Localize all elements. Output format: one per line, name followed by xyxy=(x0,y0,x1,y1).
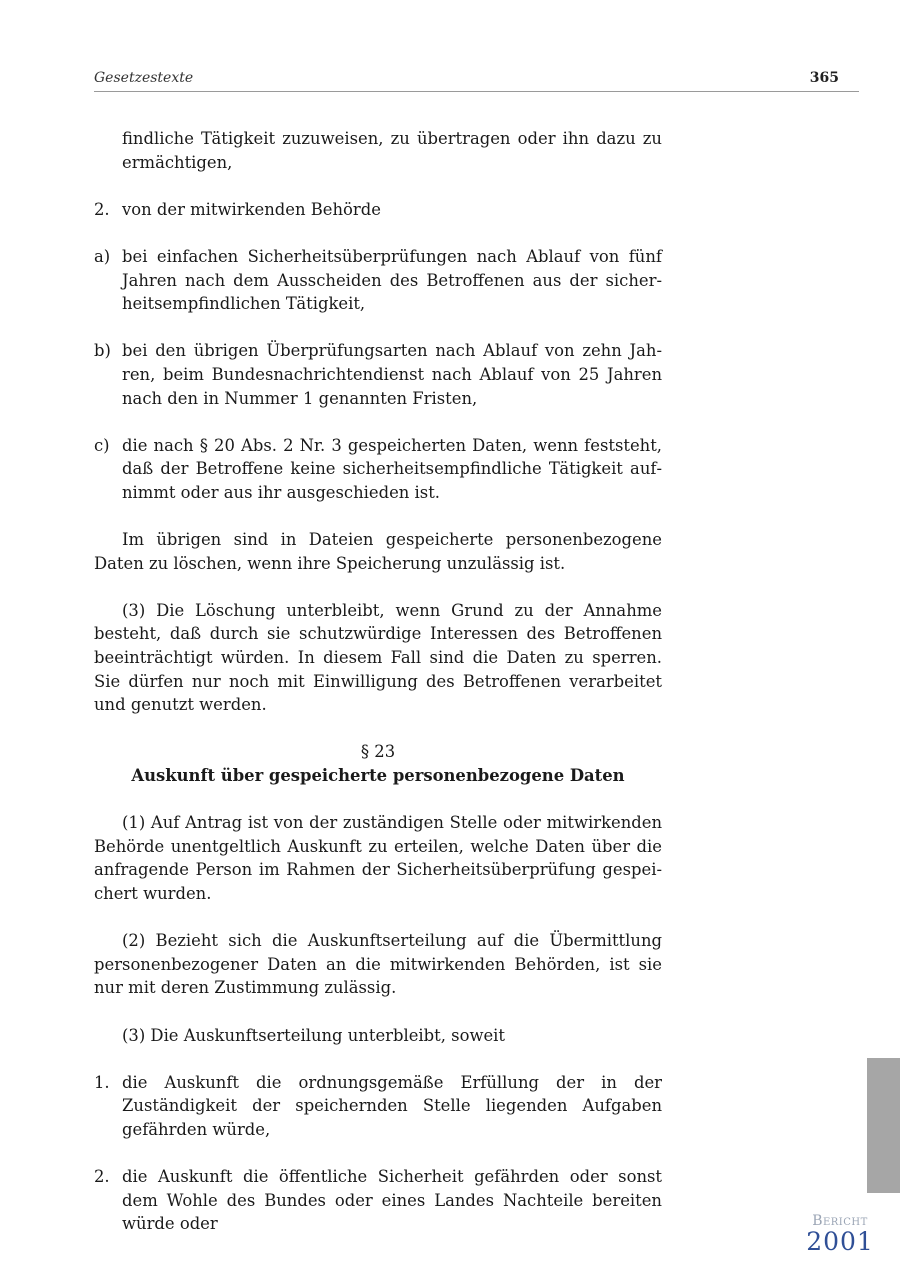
section-23-paragraph-1: (1) Auf Antrag ist von der zuständigen Stelle oder mitwirkenden Behörde unentgeltlich Auskunft zu erteilen, welche Daten über die anfragende Person im Rahmen der Sicherheitsüberprüfung gespeichert wurden. xyxy=(94,813,662,903)
running-header xyxy=(94,70,859,92)
section-title: Auskunft über gespeicherte personenbezogene Daten xyxy=(131,766,625,786)
list-marker: b) xyxy=(94,341,111,361)
list-marker: 2. xyxy=(94,1167,110,1187)
paragraph-3: (3) Die Löschung unterbleibt, wenn Grund zu der Annahme besteht, daß durch sie schutzwürdige Interessen des Betroffenen beeinträchtigt würden. In diesem Fall sind die Daten zu sperren. Sie dürfen nur noch mit Einwilligung des Betroffenen verarbeitet und genutzt werden. xyxy=(94,600,662,715)
list-item-2 xyxy=(94,198,662,222)
section-23-list-item-1 xyxy=(94,1071,662,1142)
logo-word: Bericht xyxy=(812,1213,868,1229)
list-item-text: bei einfachen Sicherheitsüberprüfungen nach Ablauf von fünf Jahren nach dem Ausscheiden des Betroffenen aus der sicherheitsempfindlichen Tätigkeit, xyxy=(122,246,662,314)
thumb-index-tab xyxy=(867,1058,900,1193)
page-body xyxy=(94,127,662,1236)
section-23-list-item-2 xyxy=(94,1165,662,1236)
list-marker: 1. xyxy=(94,1072,110,1092)
section-23-paragraph-2: (2) Bezieht sich die Auskunftserteilung auf die Übermittlung personenbezogener Daten an die mitwirkenden Behörden, ist sie nur mit deren Zustimmung zulässig. xyxy=(94,931,662,998)
list-marker: 2. xyxy=(94,199,110,219)
list-marker: c) xyxy=(94,435,110,455)
list-item-a xyxy=(94,245,662,316)
continued-list-text: findliche Tätigkeit zuzuweisen, zu übertragen oder ihn dazu zu ermächtigen, xyxy=(122,129,662,172)
list-marker: a) xyxy=(94,246,111,266)
list-item-text: bei den übrigen Überprüfungsarten nach Ablauf von zehn Jahren, beim Bundesnachrichtendienst nach Ablauf von 25 Jahren nach den in Nummer 1 genannten Fristen, xyxy=(122,341,662,408)
list-item-text: die Auskunft die ordnungsgemäße Erfüllung der in der Zuständigkeit der speichernden Stelle liegenden Aufgaben gefährden würde, xyxy=(122,1072,662,1139)
section-23-paragraph-3: (3) Die Auskunftserteilung unterbleibt, soweit xyxy=(122,1025,506,1045)
paragraph-deletion: Im übrigen sind in Dateien gespeicherte personenbezogene Daten zu löschen, wenn ihre Speicherung unzulässig ist. xyxy=(94,530,662,573)
list-item-text: die Auskunft die öffentliche Sicherheit gefährden oder sonst dem Wohle des Bundes oder eines Landes Nachteile bereiten würde oder xyxy=(122,1167,662,1234)
list-item-text: von der mitwirkenden Behörde xyxy=(122,199,381,219)
section-number: § 23 xyxy=(360,742,396,762)
section-heading xyxy=(94,740,662,787)
report-logo xyxy=(802,1213,878,1254)
list-item-c xyxy=(94,434,662,505)
running-title: Gesetzestexte xyxy=(94,70,194,86)
list-item-b xyxy=(94,339,662,410)
page-number: 365 xyxy=(809,70,839,86)
logo-year: 2001 xyxy=(806,1227,874,1256)
list-item-text: die nach § 20 Abs. 2 Nr. 3 gespeicherten Daten, wenn feststeht, daß der Betroffene keine sicherheitsempfindliche Tätigkeit aufnimmt oder aus ihr ausgeschieden ist. xyxy=(122,435,662,502)
